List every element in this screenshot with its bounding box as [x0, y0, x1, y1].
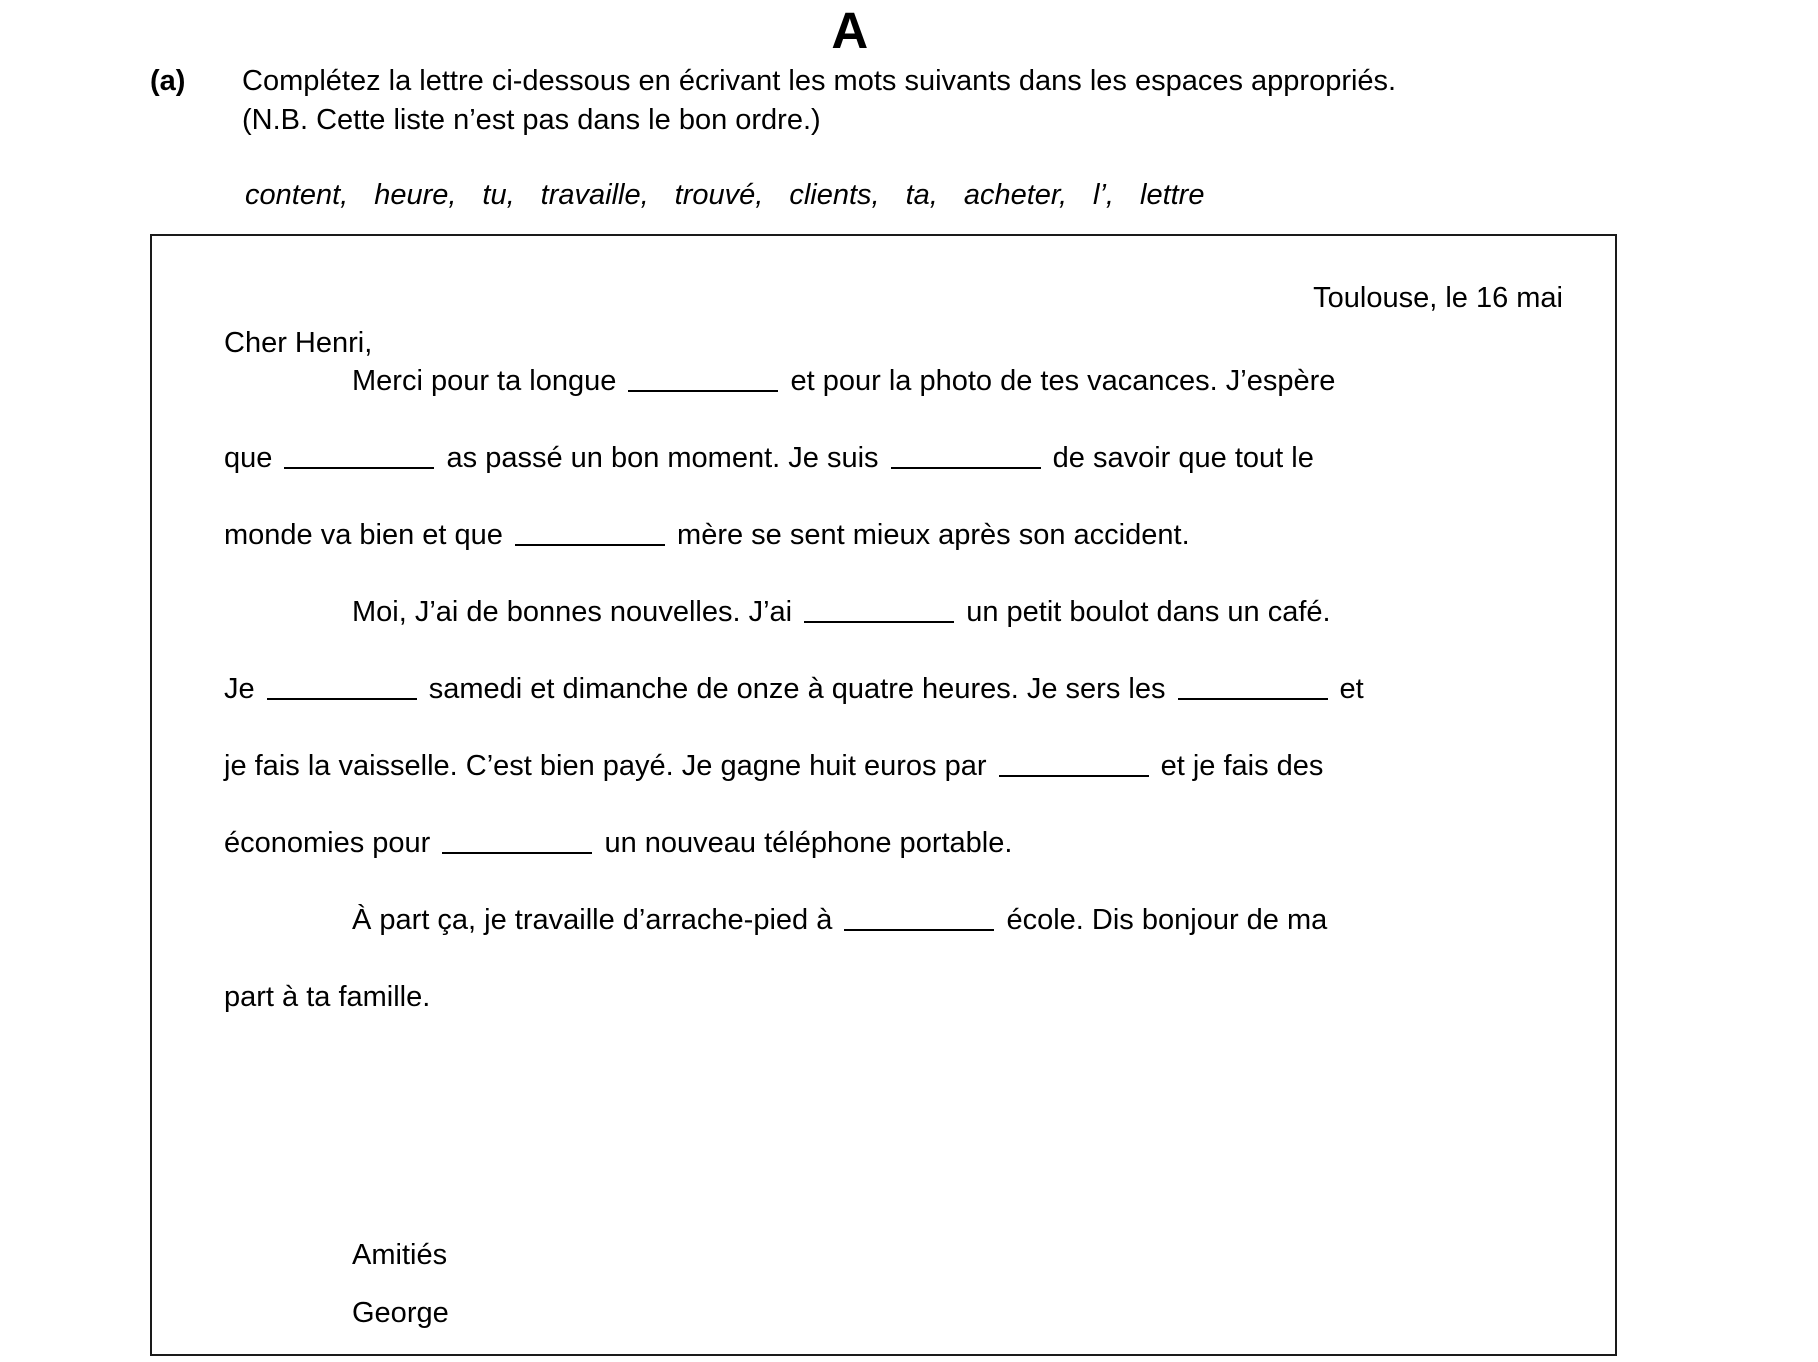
answer-blank[interactable] — [267, 672, 417, 700]
letter-text: et pour la photo de tes vacances. J’espère — [782, 365, 1336, 397]
answer-blank[interactable] — [515, 518, 665, 546]
letter-text: de savoir que tout le — [1044, 442, 1314, 474]
word-bank — [245, 175, 1204, 216]
letter-text: un nouveau téléphone portable. — [596, 827, 1013, 859]
letter-text: as passé un bon moment. Je suis — [438, 442, 887, 474]
letter-body — [224, 362, 1554, 1055]
section-heading: A — [831, 2, 869, 59]
letter-line — [224, 593, 1554, 670]
answer-blank[interactable] — [891, 441, 1041, 469]
word-bank-item: trouvé, — [674, 179, 764, 211]
letter-line — [224, 516, 1554, 593]
letter-text: que — [224, 442, 281, 474]
letter-salutation: Cher Henri, — [224, 327, 373, 359]
letter-line — [224, 901, 1554, 978]
question-label: (a) — [150, 65, 186, 97]
letter-line — [224, 824, 1554, 901]
instruction-block — [150, 62, 1710, 139]
answer-blank[interactable] — [1178, 672, 1328, 700]
letter-box — [150, 234, 1617, 1356]
answer-blank[interactable] — [999, 749, 1149, 777]
letter-line — [224, 362, 1554, 439]
word-bank-item: ta, — [905, 179, 938, 211]
letter-text: À part ça, je travaille d’arrache-pied à — [352, 904, 841, 936]
word-bank-item: travaille, — [540, 179, 649, 211]
letter-line — [224, 747, 1554, 824]
word-bank-item: acheter, — [963, 179, 1068, 211]
letter-text: et — [1331, 673, 1364, 705]
instruction-line-2: (N.B. Cette liste n’est pas dans le bon ordre.) — [242, 103, 821, 136]
letter-text: Moi, J’ai de bonnes nouvelles. J’ai — [352, 596, 801, 628]
instruction-text — [242, 62, 1710, 139]
letter-line — [224, 439, 1554, 516]
letter-text: et je fais des — [1152, 750, 1324, 782]
letter-signature: George — [352, 1297, 449, 1329]
letter-text: Je — [224, 673, 263, 705]
answer-blank[interactable] — [628, 364, 778, 392]
word-bank-item: content, — [245, 179, 349, 211]
letter-line — [224, 670, 1554, 747]
letter-text: école. Dis bonjour de ma — [998, 904, 1328, 936]
word-bank-item: lettre — [1140, 179, 1205, 211]
letter-text: économies pour — [224, 827, 439, 859]
letter-text: Merci pour ta longue — [352, 365, 625, 397]
word-bank-item: heure, — [374, 179, 457, 211]
letter-text: mère se sent mieux après son accident. — [668, 519, 1190, 551]
word-bank-item: l’, — [1093, 179, 1114, 211]
word-bank-item: clients, — [789, 179, 880, 211]
letter-text: monde va bien et que — [224, 519, 511, 551]
instruction-line-1: Complétez la lettre ci-dessous en écrivant les mots suivants dans les espaces appropriés. — [242, 65, 1397, 97]
word-bank-item: tu, — [482, 179, 515, 211]
answer-blank[interactable] — [804, 595, 954, 623]
answer-blank[interactable] — [284, 441, 434, 469]
letter-line — [224, 978, 1554, 1055]
letter-date: Toulouse, le 16 mai — [1313, 282, 1563, 314]
letter-text: un petit boulot dans un café. — [958, 596, 1331, 628]
letter-text: je fais la vaisselle. C’est bien payé. Je gagne huit euros par — [224, 750, 995, 782]
letter-closing: Amitiés — [352, 1239, 448, 1271]
letter-text: samedi et dimanche de onze à quatre heures. Je sers les — [420, 673, 1174, 705]
answer-blank[interactable] — [844, 903, 994, 931]
letter-text: part à ta famille. — [224, 981, 431, 1013]
answer-blank[interactable] — [442, 826, 592, 854]
